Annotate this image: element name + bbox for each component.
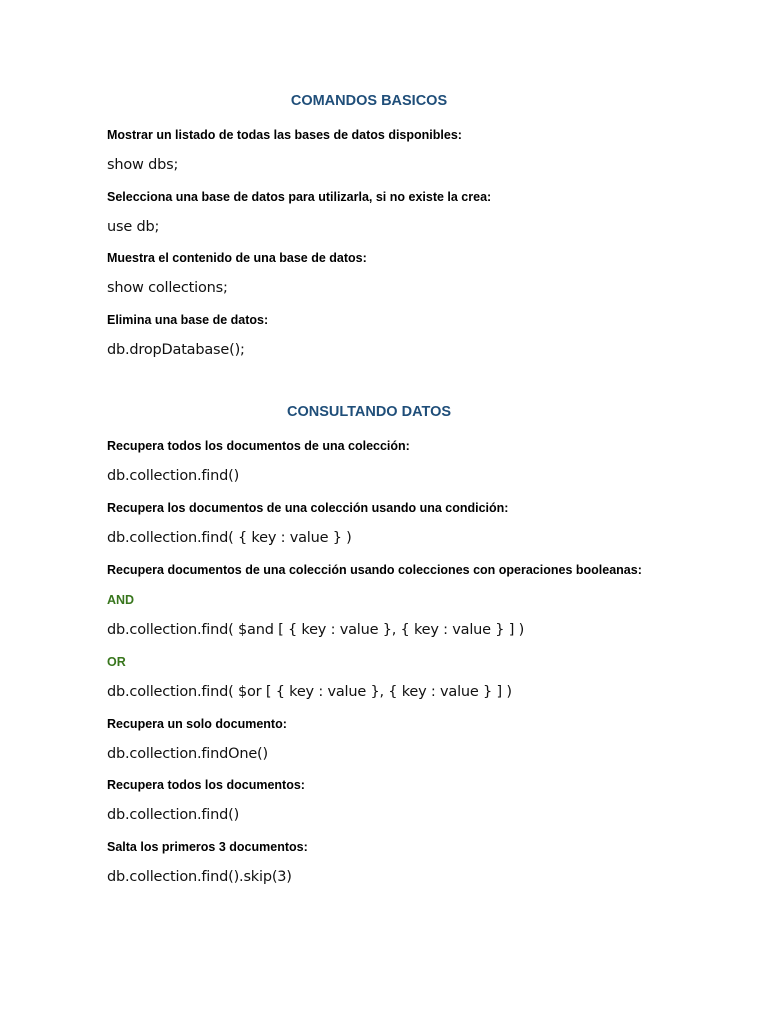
code-find-or: db.collection.find( $or [ { key : value }, { key : value } ] ) (107, 684, 512, 700)
desc-show-collections: Muestra el contenido de una base de datos: (107, 251, 367, 265)
desc-drop-database: Elimina una base de datos: (107, 313, 269, 327)
desc-use-database: Selecciona una base de datos para utilizarla, si no existe la crea: (107, 190, 492, 204)
desc-find-all: Recupera todos los documentos de una colección: (107, 439, 410, 453)
code-find-skip: db.collection.find().skip(3) (107, 869, 292, 885)
desc-find-all-docs: Recupera todos los documentos: (107, 778, 305, 792)
section-title-consultando-datos: CONSULTANDO DATOS (286, 404, 452, 420)
code-find-condition: db.collection.find( { key : value } ) (107, 530, 352, 546)
code-find-all: db.collection.find() (107, 468, 240, 484)
desc-find-boolean: Recupera documentos de una colección usando colecciones con operaciones booleanas: (107, 563, 642, 577)
desc-find-condition: Recupera los documentos de una colección usando una condición: (107, 501, 509, 515)
code-find-and: db.collection.find( $and [ { key : value }, { key : value } ] ) (107, 622, 525, 638)
operator-or-label: OR (107, 655, 126, 669)
code-use-db: use db; (107, 219, 160, 235)
code-find-one: db.collection.findOne() (107, 746, 268, 762)
code-find-all-docs: db.collection.find() (107, 807, 240, 823)
code-show-collections: show collections; (107, 280, 228, 296)
code-drop-database: db.dropDatabase(); (107, 342, 245, 358)
operator-and-label: AND (107, 593, 135, 607)
desc-skip: Salta los primeros 3 documentos: (107, 840, 308, 854)
desc-list-databases: Mostrar un listado de todas las bases de datos disponibles: (107, 128, 462, 142)
code-show-dbs: show dbs; (107, 157, 179, 173)
desc-find-one: Recupera un solo documento: (107, 717, 287, 731)
section-title-comandos-basicos: COMANDOS BASICOS (290, 93, 448, 109)
